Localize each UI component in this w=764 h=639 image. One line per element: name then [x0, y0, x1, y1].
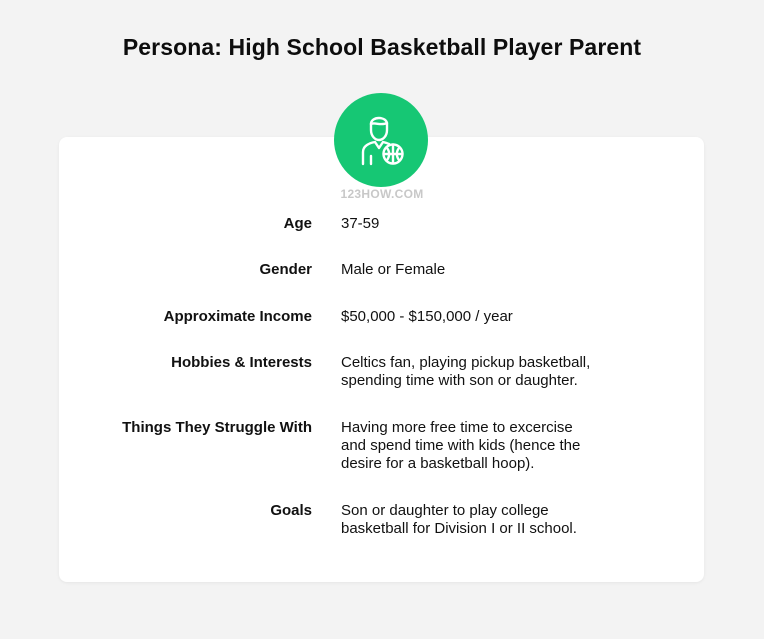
row-value — [341, 215, 641, 233]
row-value — [341, 502, 641, 538]
watermark: 123HOW.COM — [340, 187, 424, 201]
row-value — [341, 419, 641, 473]
value-line: Celtics fan, playing pickup basketball, — [341, 354, 591, 371]
row-label: Gender — [259, 261, 312, 278]
value-line: Male or Female — [341, 261, 446, 278]
row-label: Age — [283, 215, 312, 232]
row-value — [341, 261, 641, 279]
value-line: Son or daughter to play college — [341, 502, 549, 519]
page-title: Persona: High School Basketball Player Parent — [122, 34, 642, 60]
value-line: basketball for Division I or II school. — [341, 520, 577, 537]
row-label: Hobbies & Interests — [171, 354, 312, 371]
row-label: Goals — [270, 502, 312, 519]
row-label: Approximate Income — [163, 308, 312, 325]
value-line: 37-59 — [341, 215, 380, 232]
value-line: $50,000 - $150,000 / year — [341, 308, 513, 325]
avatar — [334, 93, 428, 187]
value-line: desire for a basketball hoop). — [341, 455, 535, 472]
row-label: Things They Struggle With — [122, 419, 312, 436]
basketball-player-icon — [351, 110, 411, 170]
row-value — [341, 308, 641, 326]
value-line: spending time with son or daughter. — [341, 372, 578, 389]
value-line: Having more free time to excercise — [341, 419, 573, 436]
value-line: and spend time with kids (hence the — [341, 437, 581, 454]
row-value — [341, 354, 641, 390]
